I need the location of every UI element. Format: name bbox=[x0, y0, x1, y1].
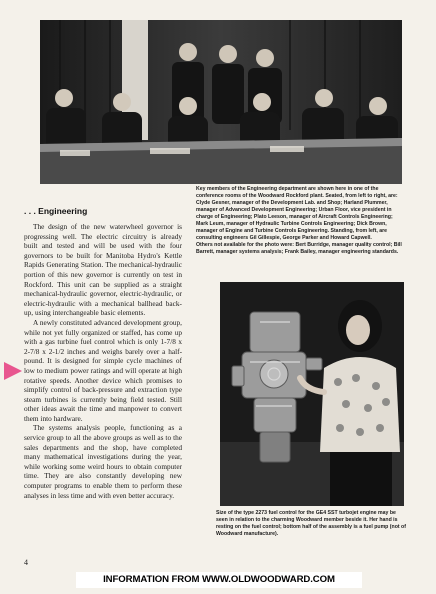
article-body bbox=[24, 222, 182, 500]
fuel-control-caption: Size of the type 2273 fuel control for the GE4 SST turbojet engine may be seen in relation to the charming Woodward member beside it. Her hand is resting on the fuel control; bottom half of the assembly is a fuel pump (not of Woodward manufacture). bbox=[216, 510, 406, 537]
group-photo-caption-main: Key members of the Engineering department are shown here in one of the conference rooms of the Woodward Rockford plant. Seated, from left to right, are: Clyde Gesner, manager of the Development Lab. and Shop; Harland Plummer, manager of Advanced Development Engineering; Urban Floor, vice president in charge of Engineering; Plato Leeson, manager of Aircraft Controls Engineering; Mark Leum, manager of Hydraulic Turbine Controls Engineering; Dick Brown, manager of Engine and Turbine Controls Engineering. Standing, from left, are consulting engineers Gil Gillespie, George Parker and Howard Capwell. bbox=[196, 186, 398, 241]
article-paragraph: A newly constituted advanced development group, while not yet fully organized or staffed, has come up with a gas turbine fuel control which is only 1-7/8 x 2-7/8 x 2-1/2 inches and weighs barely over a half-pound. It is designed for simple cycle machines of low to medium power ratings and will operate at high rotative speeds. Another device which promises to simplify control of back-pressure and extraction type steam turbines is currently being field tested. Still other ideas await the time and manpower to convert them into hardware. bbox=[24, 317, 182, 423]
group-photo-caption bbox=[196, 186, 406, 256]
section-heading: . . . Engineering bbox=[24, 206, 88, 216]
article-paragraph: The systems analysis people, functioning as a service group to all the above groups as well as to the sales departments and the shop, have completed many mathematical investigations during the year, while working some weird hours to obtain computer time. They are also constantly developing new computer programs to enable them to perform these analyses in less time and with even better accuracy. bbox=[24, 423, 182, 500]
source-banner: INFORMATION FROM WWW.OLDWOODWARD.COM bbox=[76, 572, 362, 588]
article-paragraph: The design of the new waterwheel governor is progressing well. The electric circuitry is already built and tested and will be used with the four governors to be built for Manitoba Hydro's Kettle Rapids Generating Station. The mechanical-hydraulic portion of this new governor is currently on test in Rockford. This unit can be supplied as a straight mechanical-hydraulic governor, electric-hydraulic, or electric-hydraulic with a mechanical ballhead back-up, using interchangeable basic elements. bbox=[24, 222, 182, 318]
marker-arrow-icon bbox=[4, 362, 22, 380]
group-photo-caption-absentees: Others not available for the photo were: Bert Burridge, manager quality control; Bill Barrett, manager systems analysis; Frank Bailey, manager engineering standards. bbox=[196, 242, 402, 255]
page-number: 4 bbox=[24, 558, 28, 567]
fuel-control-photo bbox=[220, 282, 404, 506]
engineering-group-photo bbox=[40, 20, 402, 184]
